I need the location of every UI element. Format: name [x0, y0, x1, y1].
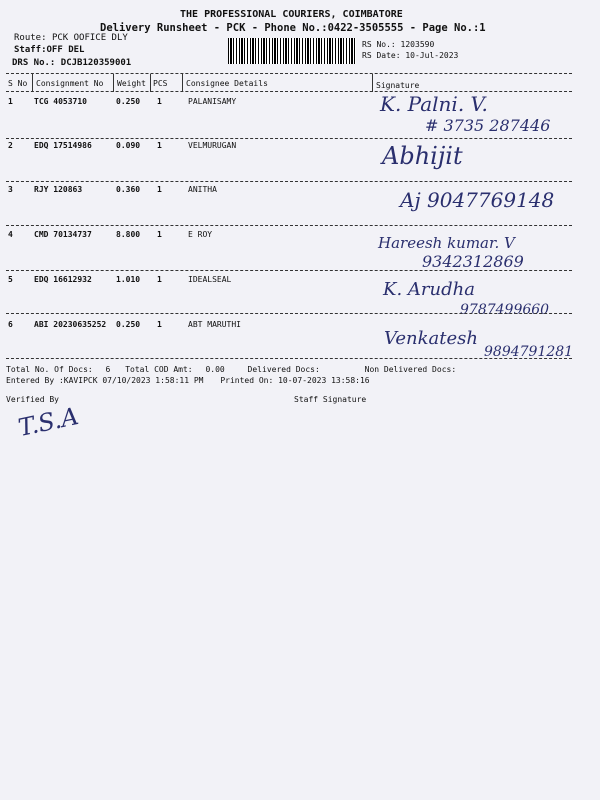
signature-phone: # 3735 287446 — [425, 116, 551, 135]
row-consignment: CMD 70134737 — [34, 230, 92, 239]
column-header: Signature — [376, 81, 420, 90]
signature: Venkatesh — [384, 328, 478, 349]
route-line — [14, 33, 128, 43]
route-value: PCK OOFICE DLY — [51, 33, 128, 43]
column-divider — [372, 74, 373, 92]
row-consignee: VELMURUGAN — [188, 141, 237, 150]
column-divider — [150, 74, 151, 92]
runsheet-title: Delivery Runsheet - PCK - Phone No.:0422-3505555 - Page No.:1 — [100, 22, 486, 34]
row-weight: 8.800 — [116, 230, 141, 239]
column-header: Consignee Details — [186, 79, 268, 88]
row-consignment: TCG 4053710 — [34, 97, 87, 106]
signature: K. Arudha — [383, 279, 475, 300]
row-pcs: 1 — [157, 275, 162, 284]
signature-phone: 9787499660 — [460, 302, 550, 318]
drs-line — [12, 58, 131, 68]
row-consignee: ABT MARUTHI — [188, 320, 241, 329]
totals-line — [6, 365, 456, 374]
row-consignment: EDQ 16612932 — [34, 275, 92, 284]
row-rule — [6, 270, 572, 271]
verified-by-label: Verified By — [6, 395, 59, 404]
column-divider — [32, 74, 33, 92]
printed-on: Printed On: 10-07-2023 13:58:16 — [220, 376, 370, 385]
cod-value: 0.00 — [205, 365, 225, 374]
staff-label: Staff: — [14, 45, 47, 55]
table-bottom-rule — [6, 358, 572, 359]
row-weight: 0.250 — [116, 320, 141, 329]
cod-label: Total COD Amt: — [125, 365, 193, 374]
rs-no-line — [362, 40, 434, 49]
row-consignee: ANITHA — [188, 185, 217, 194]
rs-date-value: 10-Jul-2023 — [405, 51, 459, 60]
staff-signature-label: Staff Signature — [294, 395, 367, 404]
row-consignee: IDEALSEAL — [188, 275, 232, 284]
rs-date-line — [362, 51, 458, 60]
row-rule — [6, 138, 572, 139]
drs-value: DCJB120359001 — [60, 58, 132, 68]
row-pcs: 1 — [157, 141, 162, 150]
column-header: Weight — [117, 79, 146, 88]
column-header: Consignment No — [36, 79, 104, 88]
total-docs-value: 6 — [105, 365, 111, 374]
row-consignee: PALANISAMY — [188, 97, 237, 106]
staff-value: OFF DEL — [46, 45, 85, 55]
company-name: THE PROFESSIONAL COURIERS, COIMBATORE — [180, 9, 403, 20]
row-rule — [6, 225, 572, 226]
column-divider — [113, 74, 114, 92]
row-consignee: E ROY — [188, 230, 213, 239]
signature: K. Palni. V. — [380, 92, 488, 116]
rs-date-label: RS Date: — [362, 51, 401, 60]
row-rule — [6, 181, 572, 182]
staff-line — [14, 45, 84, 55]
row-pcs: 1 — [157, 185, 162, 194]
row-sno: 4 — [8, 230, 13, 239]
row-sno: 3 — [8, 185, 13, 194]
verifier-signature: T.S.A — [15, 402, 81, 442]
column-divider — [182, 74, 183, 92]
signature: Aj 9047769148 — [400, 188, 555, 212]
table-top-rule — [6, 73, 572, 74]
row-sno: 5 — [8, 275, 13, 284]
column-header: PCS — [153, 79, 168, 88]
delivered-label: Delivered Docs: — [247, 365, 320, 374]
row-weight: 1.010 — [116, 275, 141, 284]
rs-no-value: 1203590 — [400, 40, 435, 49]
row-weight: 0.090 — [116, 141, 141, 150]
barcode — [228, 38, 356, 64]
signature-phone: 9894791281 — [484, 344, 574, 360]
row-rule — [6, 313, 572, 314]
rs-no-label: RS No.: — [362, 40, 396, 49]
signature: Hareesh kumar. V — [378, 234, 515, 252]
signature: Abhijit — [382, 142, 463, 170]
entered-by: Entered By :KAVIPCK 07/10/2023 1:58:11 PM — [6, 376, 204, 385]
row-sno: 1 — [8, 97, 13, 106]
route-label: Route: — [14, 33, 47, 43]
row-weight: 0.250 — [116, 97, 141, 106]
non-delivered-label: Non Delivered Docs: — [364, 365, 457, 374]
row-pcs: 1 — [157, 230, 162, 239]
total-docs-label: Total No. Of Docs: — [6, 365, 93, 374]
row-sno: 2 — [8, 141, 13, 150]
row-pcs: 1 — [157, 320, 162, 329]
column-header: S No — [8, 79, 28, 88]
row-consignment: ABI 20230635252 — [34, 320, 107, 329]
row-consignment: RJY 120863 — [34, 185, 83, 194]
row-pcs: 1 — [157, 97, 162, 106]
row-sno: 6 — [8, 320, 13, 329]
entry-line — [6, 376, 370, 385]
signature-phone: 9342312869 — [422, 252, 524, 271]
row-consignment: EDQ 17514986 — [34, 141, 92, 150]
row-weight: 0.360 — [116, 185, 141, 194]
drs-label: DRS No.: — [12, 58, 56, 68]
